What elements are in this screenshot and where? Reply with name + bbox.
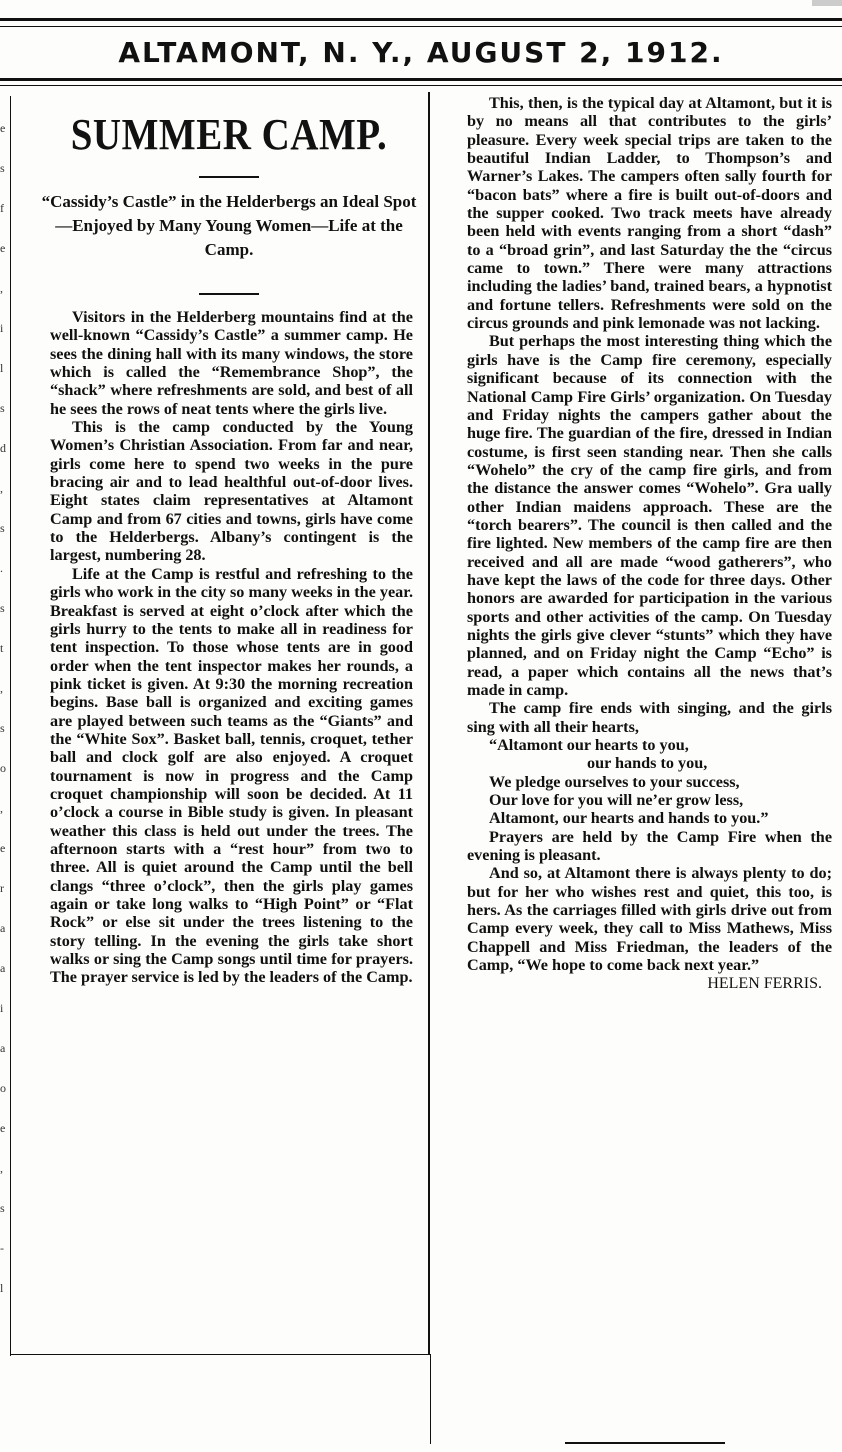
article-column-1 — [50, 308, 413, 987]
paragraph: Prayers are held by the Camp Fire when the evening is pleasant. — [467, 827, 832, 865]
masthead-rule-thin — [0, 85, 842, 86]
column-divider — [428, 92, 430, 1354]
paragraph: And so, at Altamont there is always plenty to do; but for her who wishes rest and quiet, this too, is hers. As the carriages filled with girls drive out from Camp every week, they call to Miss Mathews, Miss Chappell and Miss Friedman, the leaders of the Camp, “We hope to come back next year.” — [467, 864, 832, 975]
left-column-rule — [10, 96, 11, 1356]
paragraph: Visitors in the Helderberg mountains find at the well-known “Cassidy’s Castle” a summer camp. He sees the dining hall with its many windows, the store which is called the “Remembrance Shop”, the “shack” where refreshments are sold, and best of all he sees the rows of neat tents where the girls live. — [50, 308, 413, 418]
paragraph: But perhaps the most interesting thing which the girls have is the Camp fire ceremony, especially significant because of its connection with the National Camp Fire Girls’ organization. On Tuesday and Friday nights the campers gather about the huge fire. The guardian of the fire, dressed in Indian costume, is first seen standing near. Then she calls “Wohelo” the cry of the camp fire girls, and from the distance the answer comes “Wohelo”. Gra ually other Indian maidens approach. These are the “torch bearers”. The council is then called and the fire lighted. New members of the camp fire are then received and all are made “wood gatherers”, who have kept the laws of the code for three days. Other honors are awarded for participation in the various sports and other activities of the camp. On Tuesday nights the girls give clever “stunts” which they have planned, and on Friday night the Camp “Echo” is read, a paper which contains all the news that’s made in camp. — [467, 332, 832, 699]
column-divider-lower — [430, 1354, 431, 1444]
song-line: our hands to you, — [587, 754, 708, 773]
song-line: We pledge ourselves to your success, — [489, 772, 740, 791]
byline: HELEN FERRIS. — [707, 974, 822, 992]
column-1-end-rule — [10, 1354, 430, 1355]
song-line: “Altamont our hearts to you, — [489, 736, 689, 755]
top-rule — [0, 18, 842, 21]
page-edge-fragment — [812, 0, 842, 6]
masthead-rule — [0, 78, 842, 81]
article-subhead: “Cassidy’s Castle” in the Helderbergs an Ideal Spot—Enjoyed by Many Young Women—Life at the Camp. — [41, 192, 417, 259]
article-column-2 — [467, 94, 832, 993]
top-rule-thin — [0, 26, 842, 27]
adjacent-column-fragments: e s f e , i l s d , s . s t , s o , e r a a i a o e , s - l — [0, 121, 6, 1295]
masthead: ALTAMONT, N. Y., AUGUST 2, 1912. — [118, 36, 724, 69]
song-line: Altamont, our hearts and hands to you.” — [489, 809, 769, 828]
headline-dash — [199, 176, 259, 178]
paragraph: The camp fire ends with singing, and the girls sing with all their hearts, — [467, 699, 832, 736]
paragraph: This is the camp conducted by the Young Women’s Christian Association. From far and near, girls come here to spend two weeks in the pure bracing air and to lead healthful out-of-door lives. Eight states claim representatives at Altamont Camp and from 67 cities and towns, girls have come to the Helderbergs. Albany’s contingent is the largest, numbering 28. — [50, 418, 413, 565]
paragraph: Life at the Camp is restful and refreshing to the girls who work in the city so many weeks in the year. Breakfast is served at eight o’clock after which the girls hurry to the tents to make all in readiness for tent inspection. To those whose tents are in good order when the tent inspector makes her rounds, a pink ticket is given. At 9:30 the morning recreation begins. Base ball is organized and exciting games are played between such teams as the “Giants” and the “White Sox”. Basket ball, tennis, croquet, tether ball and clock golf are also enjoyed. A croquet tournament is now in progress and the Camp croquet championship will soon be decided. At 11 o’clock a course in Bible study is given. In pleasant weather this class is held out under the trees. The afternoon starts with a “rest hour” from two to three. All is quiet around the Camp until the bell clangs “three o’clock”, then the girls play games again or take long walks to “High Point” or “Flat Rock” or else sit under the trees listening to the story telling. In the evening the girls take short walks or sing the Camp songs until time for prayers. The prayer service is led by the leaders of the Camp. — [50, 564, 413, 987]
article-headline: SUMMER CAMP. — [70, 109, 388, 160]
end-rule — [565, 1442, 725, 1444]
camp-song — [467, 736, 832, 828]
paragraph: This, then, is the typical day at Altamont, but it is by no means all that contributes to the girls’ pleasure. Every week special trips are taken to the beautiful Indian Ladder, to Thompson’s and Warner’s Lakes. The campers often sally fourth for “bacon bats” where a fire is built out-of-doors and the supper cooked. Two track meets have already been held with events ranging from a short “dash” to a “broad grin”, and last Saturday the the “circus came to town.” There were many attractions including the ladies’ band, trained bears, a hypnotist and fortune tellers. Refreshments were sold on the circus grounds and pink lemonade was not lacking. — [467, 94, 832, 333]
subhead-dash — [199, 293, 259, 295]
song-line: Our love for you will ne’er grow less, — [489, 791, 744, 810]
